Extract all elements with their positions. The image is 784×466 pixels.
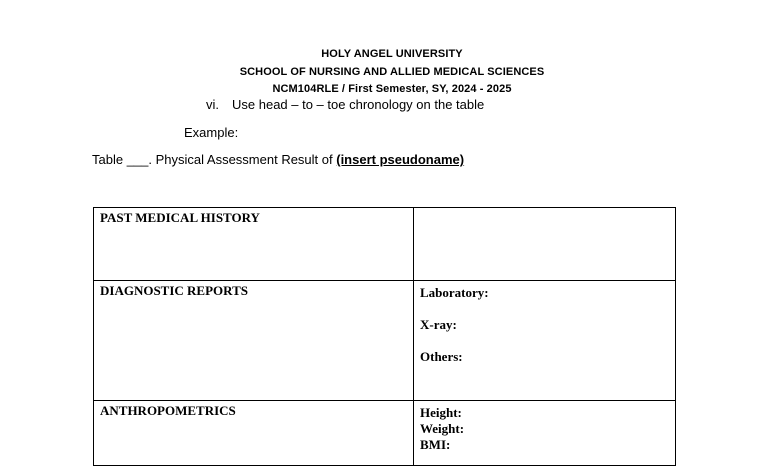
- height-label: Height:: [420, 405, 462, 420]
- row-value-anthropometrics: [414, 401, 676, 466]
- physical-assessment-table: [93, 207, 676, 466]
- instruction-numeral: vi.: [206, 97, 219, 112]
- bmi-label: BMI:: [420, 437, 451, 452]
- row-value-diagnostic-reports: [414, 281, 676, 401]
- instruction-line: [206, 97, 484, 112]
- row-value-past-medical-history: [414, 208, 676, 281]
- table-row: [94, 401, 676, 466]
- row-label-past-medical-history: PAST MEDICAL HISTORY: [94, 208, 414, 281]
- laboratory-label: Laboratory:: [420, 285, 489, 300]
- example-label: Example:: [184, 125, 239, 140]
- xray-label: X-ray:: [420, 317, 457, 332]
- table-row: [94, 281, 676, 401]
- row-label-anthropometrics: ANTHROPOMETRICS: [94, 401, 414, 466]
- table-row: [94, 208, 676, 281]
- course-semester: NCM104RLE / First Semester, SY, 2024 - 2025: [272, 83, 512, 95]
- weight-label: Weight:: [420, 421, 465, 436]
- school-name: SCHOOL OF NURSING AND ALLIED MEDICAL SCIENCES: [239, 66, 545, 78]
- university-name: HOLY ANGEL UNIVERSITY: [321, 48, 463, 60]
- instruction-text: Use head – to – toe chronology on the table: [232, 97, 485, 112]
- caption-pseudonym: (insert pseudoname): [336, 152, 465, 167]
- table-caption: [92, 152, 464, 167]
- row-label-diagnostic-reports: DIAGNOSTIC REPORTS: [94, 281, 414, 401]
- caption-prefix: Table ___. Physical Assessment Result of: [92, 152, 337, 167]
- others-label: Others:: [420, 349, 463, 364]
